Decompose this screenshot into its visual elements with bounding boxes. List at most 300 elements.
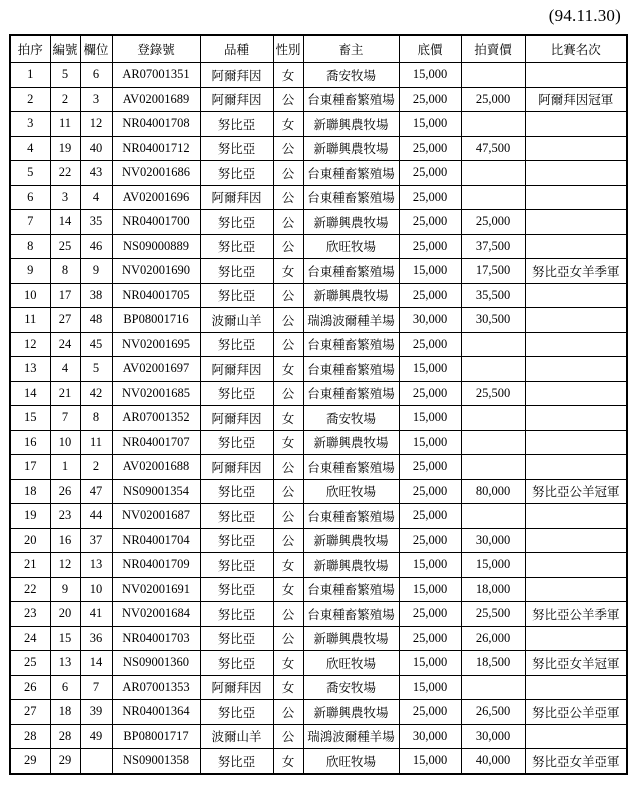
reserve-price-cell: 25,000: [399, 87, 461, 112]
reserve-price-cell: 15,000: [399, 749, 461, 774]
breed-cell: 努比亞: [200, 234, 273, 259]
pen-cell: 40: [80, 136, 112, 161]
registration-cell: NR04001705: [112, 283, 200, 308]
header-cell: 拍賣價: [461, 35, 525, 63]
award-cell: 努比亞公羊季軍: [525, 602, 627, 627]
breed-cell: 努比亞: [200, 430, 273, 455]
lot-order-cell: 11: [10, 308, 50, 333]
number-cell: 5: [50, 63, 80, 88]
reserve-price-cell: 25,000: [399, 283, 461, 308]
breed-cell: 努比亞: [200, 210, 273, 235]
number-cell: 25: [50, 234, 80, 259]
table-body: [10, 63, 627, 774]
lot-order-cell: 18: [10, 479, 50, 504]
reserve-price-cell: 25,000: [399, 381, 461, 406]
award-cell: [525, 210, 627, 235]
number-cell: 17: [50, 283, 80, 308]
number-cell: 18: [50, 700, 80, 725]
number-cell: 6: [50, 675, 80, 700]
number-cell: 21: [50, 381, 80, 406]
auction-price-cell: [461, 332, 525, 357]
registration-cell: AV02001697: [112, 357, 200, 382]
pen-cell: 11: [80, 430, 112, 455]
sex-cell: 公: [273, 136, 303, 161]
number-cell: 9: [50, 577, 80, 602]
auction-price-cell: [461, 161, 525, 186]
lot-order-cell: 17: [10, 455, 50, 480]
sex-cell: 女: [273, 63, 303, 88]
reserve-price-cell: 15,000: [399, 112, 461, 137]
table-row: [10, 87, 627, 112]
breed-cell: 阿爾拜因: [200, 675, 273, 700]
pen-cell: 4: [80, 185, 112, 210]
number-cell: 22: [50, 161, 80, 186]
lot-order-cell: 25: [10, 651, 50, 676]
award-cell: [525, 724, 627, 749]
owner-cell: 新聯興農牧場: [303, 283, 399, 308]
sex-cell: 公: [273, 455, 303, 480]
lot-order-cell: 13: [10, 357, 50, 382]
registration-cell: NV02001686: [112, 161, 200, 186]
award-cell: [525, 283, 627, 308]
breed-cell: 努比亞: [200, 161, 273, 186]
pen-cell: 8: [80, 406, 112, 431]
award-cell: [525, 553, 627, 578]
auction-price-cell: 30,500: [461, 308, 525, 333]
auction-price-cell: 25,500: [461, 602, 525, 627]
lot-order-cell: 27: [10, 700, 50, 725]
registration-cell: NV02001695: [112, 332, 200, 357]
owner-cell: 喬安牧場: [303, 406, 399, 431]
owner-cell: 新聯興農牧場: [303, 136, 399, 161]
number-cell: 26: [50, 479, 80, 504]
registration-cell: NR04001700: [112, 210, 200, 235]
sex-cell: 公: [273, 479, 303, 504]
auction-price-cell: [461, 357, 525, 382]
sex-cell: 公: [273, 700, 303, 725]
auction-price-cell: 18,500: [461, 651, 525, 676]
breed-cell: 努比亞: [200, 381, 273, 406]
number-cell: 4: [50, 357, 80, 382]
table-row: [10, 455, 627, 480]
lot-order-cell: 4: [10, 136, 50, 161]
table-row: [10, 528, 627, 553]
pen-cell: 39: [80, 700, 112, 725]
table-row: [10, 749, 627, 774]
sex-cell: 女: [273, 406, 303, 431]
table-row: [10, 479, 627, 504]
table-row: [10, 381, 627, 406]
sex-cell: 公: [273, 504, 303, 529]
lot-order-cell: 10: [10, 283, 50, 308]
reserve-price-cell: 15,000: [399, 430, 461, 455]
breed-cell: 努比亞: [200, 479, 273, 504]
owner-cell: 台東種畜繁殖場: [303, 357, 399, 382]
pen-cell: 14: [80, 651, 112, 676]
number-cell: 23: [50, 504, 80, 529]
table-row: [10, 602, 627, 627]
award-cell: [525, 455, 627, 480]
table-row: [10, 430, 627, 455]
registration-cell: NR04001708: [112, 112, 200, 137]
breed-cell: 阿爾拜因: [200, 63, 273, 88]
sex-cell: 女: [273, 651, 303, 676]
lot-order-cell: 26: [10, 675, 50, 700]
lot-order-cell: 7: [10, 210, 50, 235]
lot-order-cell: 5: [10, 161, 50, 186]
owner-cell: 瑞鴻波爾種羊場: [303, 724, 399, 749]
table-row: [10, 136, 627, 161]
auction-table: [9, 34, 628, 775]
sex-cell: 公: [273, 161, 303, 186]
award-cell: [525, 185, 627, 210]
auction-price-cell: 37,500: [461, 234, 525, 259]
lot-order-cell: 14: [10, 381, 50, 406]
reserve-price-cell: 25,000: [399, 528, 461, 553]
breed-cell: 阿爾拜因: [200, 406, 273, 431]
pen-cell: 13: [80, 553, 112, 578]
owner-cell: 新聯興農牧場: [303, 553, 399, 578]
breed-cell: 努比亞: [200, 332, 273, 357]
table-row: [10, 308, 627, 333]
breed-cell: 努比亞: [200, 504, 273, 529]
breed-cell: 努比亞: [200, 602, 273, 627]
lot-order-cell: 8: [10, 234, 50, 259]
header-row: [10, 35, 627, 63]
table-row: [10, 675, 627, 700]
registration-cell: NS09001354: [112, 479, 200, 504]
reserve-price-cell: 25,000: [399, 602, 461, 627]
table-row: [10, 283, 627, 308]
auction-price-cell: [461, 504, 525, 529]
owner-cell: 新聯興農牧場: [303, 430, 399, 455]
owner-cell: 瑞鴻波爾種羊場: [303, 308, 399, 333]
registration-cell: AV02001696: [112, 185, 200, 210]
owner-cell: 台東種畜繁殖場: [303, 602, 399, 627]
auction-price-cell: 47,500: [461, 136, 525, 161]
lot-order-cell: 6: [10, 185, 50, 210]
owner-cell: 台東種畜繁殖場: [303, 455, 399, 480]
auction-price-cell: [461, 430, 525, 455]
breed-cell: 阿爾拜因: [200, 87, 273, 112]
table-row: [10, 406, 627, 431]
award-cell: [525, 406, 627, 431]
registration-cell: NS09001358: [112, 749, 200, 774]
award-cell: [525, 528, 627, 553]
lot-order-cell: 21: [10, 553, 50, 578]
table-row: [10, 626, 627, 651]
breed-cell: 努比亞: [200, 283, 273, 308]
pen-cell: 38: [80, 283, 112, 308]
auction-price-cell: 35,500: [461, 283, 525, 308]
registration-cell: NV02001690: [112, 259, 200, 284]
sex-cell: 公: [273, 87, 303, 112]
reserve-price-cell: 25,000: [399, 479, 461, 504]
breed-cell: 努比亞: [200, 553, 273, 578]
reserve-price-cell: 15,000: [399, 651, 461, 676]
sex-cell: 公: [273, 332, 303, 357]
breed-cell: 波爾山羊: [200, 308, 273, 333]
table-row: [10, 700, 627, 725]
award-cell: [525, 63, 627, 88]
pen-cell: 43: [80, 161, 112, 186]
header-cell: 比賽名次: [525, 35, 627, 63]
registration-cell: NV02001691: [112, 577, 200, 602]
sex-cell: 公: [273, 210, 303, 235]
pen-cell: 35: [80, 210, 112, 235]
sex-cell: 公: [273, 602, 303, 627]
header-cell: 畜主: [303, 35, 399, 63]
breed-cell: 努比亞: [200, 112, 273, 137]
sex-cell: 女: [273, 749, 303, 774]
number-cell: 28: [50, 724, 80, 749]
pen-cell: 45: [80, 332, 112, 357]
owner-cell: 台東種畜繁殖場: [303, 381, 399, 406]
lot-order-cell: 22: [10, 577, 50, 602]
auction-price-cell: [461, 185, 525, 210]
lot-order-cell: 19: [10, 504, 50, 529]
table-row: [10, 553, 627, 578]
pen-cell: 12: [80, 112, 112, 137]
owner-cell: 欣旺牧場: [303, 234, 399, 259]
auction-price-cell: 80,000: [461, 479, 525, 504]
registration-cell: NR04001709: [112, 553, 200, 578]
auction-price-cell: [461, 406, 525, 431]
award-cell: 努比亞女羊季軍: [525, 259, 627, 284]
lot-order-cell: 12: [10, 332, 50, 357]
number-cell: 2: [50, 87, 80, 112]
registration-cell: AR07001352: [112, 406, 200, 431]
owner-cell: 喬安牧場: [303, 63, 399, 88]
sex-cell: 女: [273, 577, 303, 602]
award-cell: [525, 504, 627, 529]
owner-cell: 新聯興農牧場: [303, 700, 399, 725]
number-cell: 15: [50, 626, 80, 651]
reserve-price-cell: 15,000: [399, 259, 461, 284]
award-cell: 努比亞女羊亞軍: [525, 749, 627, 774]
breed-cell: 努比亞: [200, 528, 273, 553]
reserve-price-cell: 15,000: [399, 675, 461, 700]
award-cell: [525, 332, 627, 357]
award-cell: [525, 577, 627, 602]
header-cell: 編號: [50, 35, 80, 63]
registration-cell: NV02001687: [112, 504, 200, 529]
award-cell: [525, 357, 627, 382]
lot-order-cell: 15: [10, 406, 50, 431]
owner-cell: 新聯興農牧場: [303, 210, 399, 235]
number-cell: 7: [50, 406, 80, 431]
reserve-price-cell: 25,000: [399, 210, 461, 235]
reserve-price-cell: 15,000: [399, 357, 461, 382]
award-cell: [525, 161, 627, 186]
lot-order-cell: 23: [10, 602, 50, 627]
registration-cell: AR07001353: [112, 675, 200, 700]
reserve-price-cell: 15,000: [399, 406, 461, 431]
auction-price-cell: 17,500: [461, 259, 525, 284]
lot-order-cell: 2: [10, 87, 50, 112]
reserve-price-cell: 15,000: [399, 577, 461, 602]
reserve-price-cell: 25,000: [399, 332, 461, 357]
pen-cell: 10: [80, 577, 112, 602]
owner-cell: 新聯興農牧場: [303, 112, 399, 137]
auction-price-cell: 26,000: [461, 626, 525, 651]
auction-price-cell: 30,000: [461, 528, 525, 553]
table-row: [10, 63, 627, 88]
auction-price-cell: [461, 675, 525, 700]
number-cell: 27: [50, 308, 80, 333]
registration-cell: AV02001689: [112, 87, 200, 112]
award-cell: [525, 308, 627, 333]
breed-cell: 波爾山羊: [200, 724, 273, 749]
registration-cell: NV02001684: [112, 602, 200, 627]
lot-order-cell: 28: [10, 724, 50, 749]
sex-cell: 公: [273, 626, 303, 651]
lot-order-cell: 1: [10, 63, 50, 88]
table-row: [10, 112, 627, 137]
award-cell: 阿爾拜因冠軍: [525, 87, 627, 112]
breed-cell: 努比亞: [200, 136, 273, 161]
auction-price-cell: 25,500: [461, 381, 525, 406]
pen-cell: 36: [80, 626, 112, 651]
auction-price-cell: [461, 112, 525, 137]
owner-cell: 欣旺牧場: [303, 749, 399, 774]
breed-cell: 努比亞: [200, 651, 273, 676]
registration-cell: BP08001716: [112, 308, 200, 333]
sex-cell: 公: [273, 381, 303, 406]
table-row: [10, 577, 627, 602]
award-cell: 努比亞公羊冠軍: [525, 479, 627, 504]
pen-cell: 37: [80, 528, 112, 553]
sex-cell: 公: [273, 185, 303, 210]
table-row: [10, 185, 627, 210]
registration-cell: NS09000889: [112, 234, 200, 259]
pen-cell: 41: [80, 602, 112, 627]
breed-cell: 努比亞: [200, 749, 273, 774]
sex-cell: 女: [273, 357, 303, 382]
table-row: [10, 651, 627, 676]
number-cell: 16: [50, 528, 80, 553]
pen-cell: 2: [80, 455, 112, 480]
auction-price-cell: 40,000: [461, 749, 525, 774]
auction-price-cell: [461, 63, 525, 88]
reserve-price-cell: 25,000: [399, 161, 461, 186]
award-cell: [525, 112, 627, 137]
number-cell: 29: [50, 749, 80, 774]
number-cell: 14: [50, 210, 80, 235]
owner-cell: 台東種畜繁殖場: [303, 185, 399, 210]
award-cell: [525, 626, 627, 651]
pen-cell: 49: [80, 724, 112, 749]
award-cell: [525, 136, 627, 161]
sex-cell: 女: [273, 259, 303, 284]
reserve-price-cell: 30,000: [399, 724, 461, 749]
auction-price-cell: 25,000: [461, 87, 525, 112]
number-cell: 13: [50, 651, 80, 676]
number-cell: 3: [50, 185, 80, 210]
owner-cell: 台東種畜繁殖場: [303, 161, 399, 186]
auction-price-cell: [461, 455, 525, 480]
table-row: [10, 332, 627, 357]
sex-cell: 女: [273, 553, 303, 578]
owner-cell: 新聯興農牧場: [303, 528, 399, 553]
lot-order-cell: 20: [10, 528, 50, 553]
owner-cell: 台東種畜繁殖場: [303, 87, 399, 112]
owner-cell: 台東種畜繁殖場: [303, 259, 399, 284]
registration-cell: AR07001351: [112, 63, 200, 88]
registration-cell: NR04001707: [112, 430, 200, 455]
registration-cell: NV02001685: [112, 381, 200, 406]
registration-cell: NS09001360: [112, 651, 200, 676]
table-row: [10, 210, 627, 235]
number-cell: 1: [50, 455, 80, 480]
sex-cell: 公: [273, 528, 303, 553]
reserve-price-cell: 25,000: [399, 455, 461, 480]
award-cell: 努比亞公羊亞軍: [525, 700, 627, 725]
table-row: [10, 259, 627, 284]
table-row: [10, 234, 627, 259]
reserve-price-cell: 30,000: [399, 308, 461, 333]
owner-cell: 台東種畜繁殖場: [303, 504, 399, 529]
auction-price-cell: 25,000: [461, 210, 525, 235]
lot-order-cell: 3: [10, 112, 50, 137]
pen-cell: 9: [80, 259, 112, 284]
breed-cell: 阿爾拜因: [200, 185, 273, 210]
sex-cell: 公: [273, 724, 303, 749]
reserve-price-cell: 25,000: [399, 700, 461, 725]
reserve-price-cell: 25,000: [399, 504, 461, 529]
owner-cell: 新聯興農牧場: [303, 626, 399, 651]
table-row: [10, 724, 627, 749]
lot-order-cell: 29: [10, 749, 50, 774]
registration-cell: NR04001364: [112, 700, 200, 725]
header-cell: 拍序: [10, 35, 50, 63]
registration-cell: NR04001712: [112, 136, 200, 161]
breed-cell: 努比亞: [200, 259, 273, 284]
auction-price-cell: 26,500: [461, 700, 525, 725]
owner-cell: 台東種畜繁殖場: [303, 577, 399, 602]
owner-cell: 欣旺牧場: [303, 479, 399, 504]
pen-cell: 7: [80, 675, 112, 700]
number-cell: 24: [50, 332, 80, 357]
header-cell: 性別: [273, 35, 303, 63]
pen-cell: 42: [80, 381, 112, 406]
pen-cell: 46: [80, 234, 112, 259]
number-cell: 19: [50, 136, 80, 161]
sex-cell: 公: [273, 308, 303, 333]
registration-cell: BP08001717: [112, 724, 200, 749]
owner-cell: 欣旺牧場: [303, 651, 399, 676]
number-cell: 12: [50, 553, 80, 578]
number-cell: 10: [50, 430, 80, 455]
pen-cell: 47: [80, 479, 112, 504]
registration-cell: NR04001703: [112, 626, 200, 651]
breed-cell: 阿爾拜因: [200, 357, 273, 382]
pen-cell: 3: [80, 87, 112, 112]
pen-cell: 6: [80, 63, 112, 88]
reserve-price-cell: 25,000: [399, 626, 461, 651]
pen-cell: 48: [80, 308, 112, 333]
lot-order-cell: 24: [10, 626, 50, 651]
breed-cell: 努比亞: [200, 626, 273, 651]
reserve-price-cell: 15,000: [399, 553, 461, 578]
owner-cell: 台東種畜繁殖場: [303, 332, 399, 357]
pen-cell: 44: [80, 504, 112, 529]
registration-cell: NR04001704: [112, 528, 200, 553]
auction-price-cell: 30,000: [461, 724, 525, 749]
breed-cell: 努比亞: [200, 700, 273, 725]
auction-price-cell: 15,000: [461, 553, 525, 578]
reserve-price-cell: 25,000: [399, 136, 461, 161]
